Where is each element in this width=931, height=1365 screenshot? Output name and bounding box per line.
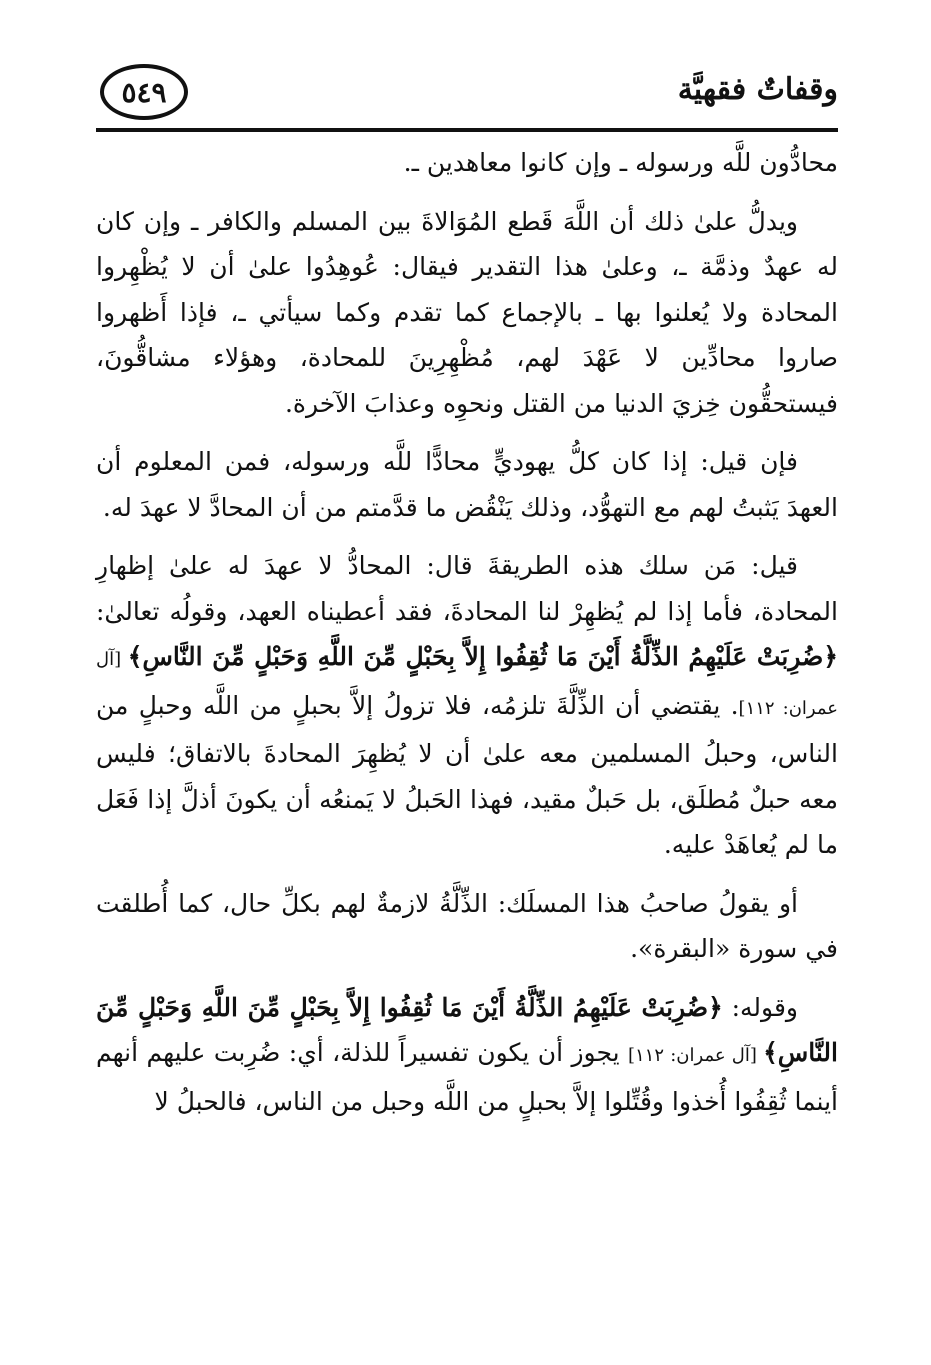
- paragraph-1: [96, 140, 838, 186]
- paragraph-text: أو يقولُ صاحبُ هذا المسلَك: الذِّلَّةُ لازمةٌ لهم بكلِّ حال، كما أُطلقت في سورة «البقرة».: [96, 888, 838, 963]
- paragraph-3: [96, 439, 838, 530]
- paragraph-5: [96, 881, 838, 972]
- page-header: [96, 62, 838, 130]
- page-number: ٥٤٩: [121, 75, 167, 109]
- page-number-badge: [100, 64, 188, 120]
- running-title: وقفاتٌ فقهيَّة: [677, 72, 838, 107]
- paragraph-4: [96, 543, 838, 868]
- quran-verse: ﴿ضُرِبَتْ عَلَيْهِمُ الذِّلَّةُ أَيْنَ مَا ثُقِفُوا إِلاَّ بِحَبْلٍ مِّنَ اللَّهِ وَحَبْلٍ مِّنَ النَّاسِ﴾: [96, 992, 838, 1067]
- verse-reference: [آل عمران: ١١٢]: [96, 649, 838, 719]
- paragraph-text: محادُّون للَّه ورسوله ـ وإن كانوا معاهدين ـ.: [403, 148, 838, 177]
- paragraph-text-rest: . يقتضي أن الذِّلَّةَ تلزمُه، فلا تزولُ إلاَّ بحبلٍ من اللَّه وحبلٍ من الناس، وحبلُ المسلمين معه علىٰ أن لا يُظهِرَ المحادةَ بالاتفاق؛ فليس معه حبلٌ مُطلَق، بل حَبلٌ مقيد، فهذا الحَبلُ لا يَمنعُه أن يكونَ أذلَّ إذا فَعَل ما لم يُعاهَدْ عليه.: [96, 690, 838, 859]
- paragraph-text: فإن قيل: إذا كان كلُّ يهوديٍّ محادًّا للَّه ورسوله، فمن المعلوم أن العهدَ يَثبتُ لهم مع التهوُّد، وذلك يَنْقُض ما قدَّمتم من أن المحادَّ لا عهدَ له.: [96, 447, 838, 522]
- quran-verse: ﴿ضُرِبَتْ عَلَيْهِمُ الذِّلَّةُ أَيْنَ مَا ثُقِفُوا إِلاَّ بِحَبْلٍ مِّنَ اللَّهِ وَحَبْلٍ مِّنَ النَّاسِ﴾: [127, 642, 838, 671]
- paragraph-6: [96, 985, 838, 1125]
- verse-reference: [آل عمران: ١١٢]: [627, 1045, 764, 1066]
- body-text: [96, 140, 838, 1137]
- header-divider: [96, 128, 838, 132]
- paragraph-text-rest: يجوز أن يكون تفسيراً للذلة، أي: ضُرِبت عليهم أنهم أينما ثُقِفُوا أُخذوا وقُتِّلوا إلاَّ بحبلٍ من اللَّه وحبل من الناس، فالحبلُ لا: [96, 1038, 838, 1116]
- paragraph-text-lead: قيل: مَن سلك هذه الطريقةَ قال: المحادُّ لا عهدَ له علىٰ إظهارِ المحادة، فأما إذا لم يُظهِرْ لنا المحادةَ، فقد أعطيناه العهد، وقولُه تعالىٰ:: [96, 551, 838, 626]
- paragraph-text: ويدلُّ علىٰ ذلك أن اللَّهَ قَطع المُوَالاةَ بين المسلم والكافر ـ وإن كان له عهدٌ وذمَّة ـ، وعلىٰ هذا التقدير فيقال: عُوهِدُوا علىٰ أن لا يُظْهِروا المحادة ولا يُعلنوا بها ـ بالإجماع كما تقدم وكما سيأتي ـ، فإذا أَظهروا صاروا محادِّين لا عَهْدَ لهم، مُظْهِرِينَ للمحادة، وهؤلاء مشاقُّونَ، فيستحقُّون خِزيَ الدنيا من القتل ونحوِه وعذابَ الآخرة.: [96, 206, 838, 418]
- paragraph-text-lead: وقوله:: [722, 992, 798, 1022]
- paragraph-2: [96, 199, 838, 427]
